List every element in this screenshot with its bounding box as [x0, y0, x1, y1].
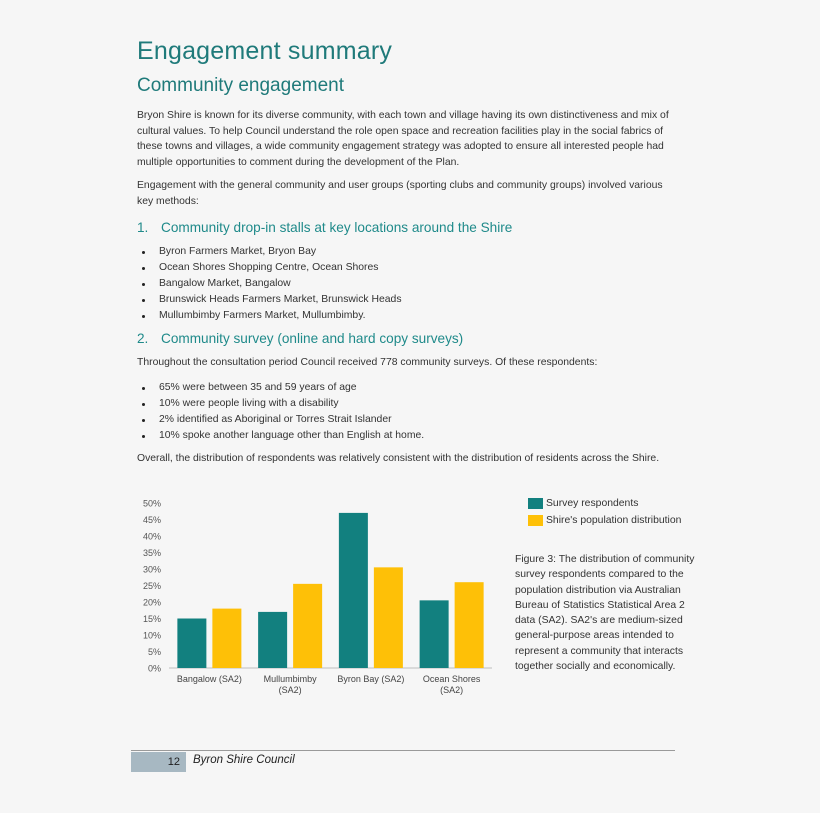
- legend-item-population: [528, 513, 686, 528]
- legend-swatch-survey: [528, 498, 543, 509]
- list-item: 10% spoke another language other than English at home.: [137, 428, 424, 444]
- section1-heading-text: Community drop-in stalls at key locations around the Shire: [161, 220, 513, 235]
- section2-outro: Overall, the distribution of respondents was relatively consistent with the distribution of residents across the Shire.: [137, 453, 660, 464]
- section1-number: 1.: [137, 220, 149, 235]
- bar-population: [455, 582, 484, 668]
- chart-legend: [528, 496, 686, 530]
- bar-population: [293, 584, 322, 668]
- bar-survey: [177, 619, 206, 669]
- y-tick-label: 25%: [142, 581, 161, 591]
- list-item: Bangalow Market, Bangalow: [137, 276, 402, 292]
- section1-list: [137, 244, 402, 324]
- x-tick-label: (SA2): [278, 685, 302, 695]
- bar-population: [212, 609, 241, 668]
- intro-paragraph-1: Bryon Shire is known for its diverse community, with each town and village having its own distinctiveness and mix of cultural values. To help Council understand the role open space and recreation facilities play in the social fabrics of these towns and villages, a wide community engagement strategy was adopted to ensure all interested people had multiple opportunities to comment during the development of the Plan.: [137, 110, 669, 168]
- legend-swatch-population: [528, 515, 543, 526]
- section2-number: 2.: [137, 331, 149, 346]
- footer-divider: [131, 750, 675, 751]
- list-item: Mullumbimby Farmers Market, Mullumbimby.: [137, 308, 402, 324]
- figure-caption: Figure 3: The distribution of community survey respondents compared to the population distribution via Australian Bureau of Statistics Statistical Area 2 data (SA2). SA2's are medium-sized general-purpose areas intended to represent a community that interacts together socially and economically.: [515, 554, 695, 673]
- y-tick-label: 20%: [142, 597, 161, 608]
- bar-survey: [339, 513, 368, 668]
- list-item: Byron Farmers Market, Bryon Bay: [137, 244, 402, 260]
- list-item: Brunswick Heads Farmers Market, Brunswick Heads: [137, 292, 402, 308]
- list-item: Ocean Shores Shopping Centre, Ocean Shores: [137, 260, 402, 276]
- legend-item-survey: [528, 496, 686, 511]
- section2-intro: Throughout the consultation period Council received 778 community surveys. Of these respondents:: [137, 357, 598, 368]
- page-number: 12: [131, 752, 186, 772]
- x-tick-label: (SA2): [440, 685, 464, 695]
- list-item: 65% were between 35 and 59 years of age: [137, 380, 424, 396]
- x-tick-label: Mullumbimby: [263, 674, 317, 684]
- list-item: 2% identified as Aboriginal or Torres Strait Islander: [137, 412, 424, 428]
- intro-paragraph-2: Engagement with the general community and user groups (sporting clubs and community groups) involved various key methods:: [137, 180, 663, 207]
- y-tick-label: 15%: [142, 614, 161, 624]
- bar-chart: [137, 495, 507, 705]
- legend-label-survey: Survey respondents: [546, 498, 639, 509]
- bar-survey: [258, 612, 287, 668]
- x-tick-label: Bangalow (SA2): [176, 674, 242, 684]
- bar-survey: [420, 600, 449, 668]
- y-tick-label: 35%: [142, 548, 161, 558]
- y-tick-label: 40%: [142, 531, 161, 542]
- y-tick-label: 30%: [142, 564, 161, 575]
- bar-population: [374, 567, 403, 668]
- footer-org-name: Byron Shire Council: [193, 754, 295, 766]
- y-tick-label: 10%: [142, 630, 161, 641]
- section2-list: [137, 380, 424, 444]
- section2-heading-text: Community survey (online and hard copy surveys): [161, 331, 464, 346]
- x-tick-label: Byron Bay (SA2): [337, 674, 405, 684]
- section-subtitle: Community engagement: [137, 75, 344, 96]
- list-item: 10% were people living with a disability: [137, 396, 424, 412]
- y-tick-label: 50%: [142, 498, 161, 509]
- section1-heading: [137, 220, 512, 235]
- y-tick-label: 0%: [147, 663, 161, 674]
- section2-heading: [137, 331, 463, 346]
- page-title: Engagement summary: [137, 37, 393, 65]
- legend-label-population: Shire's population distribution: [546, 515, 682, 526]
- y-tick-label: 5%: [147, 647, 161, 657]
- y-tick-label: 45%: [142, 515, 161, 525]
- x-tick-label: Ocean Shores: [422, 674, 481, 684]
